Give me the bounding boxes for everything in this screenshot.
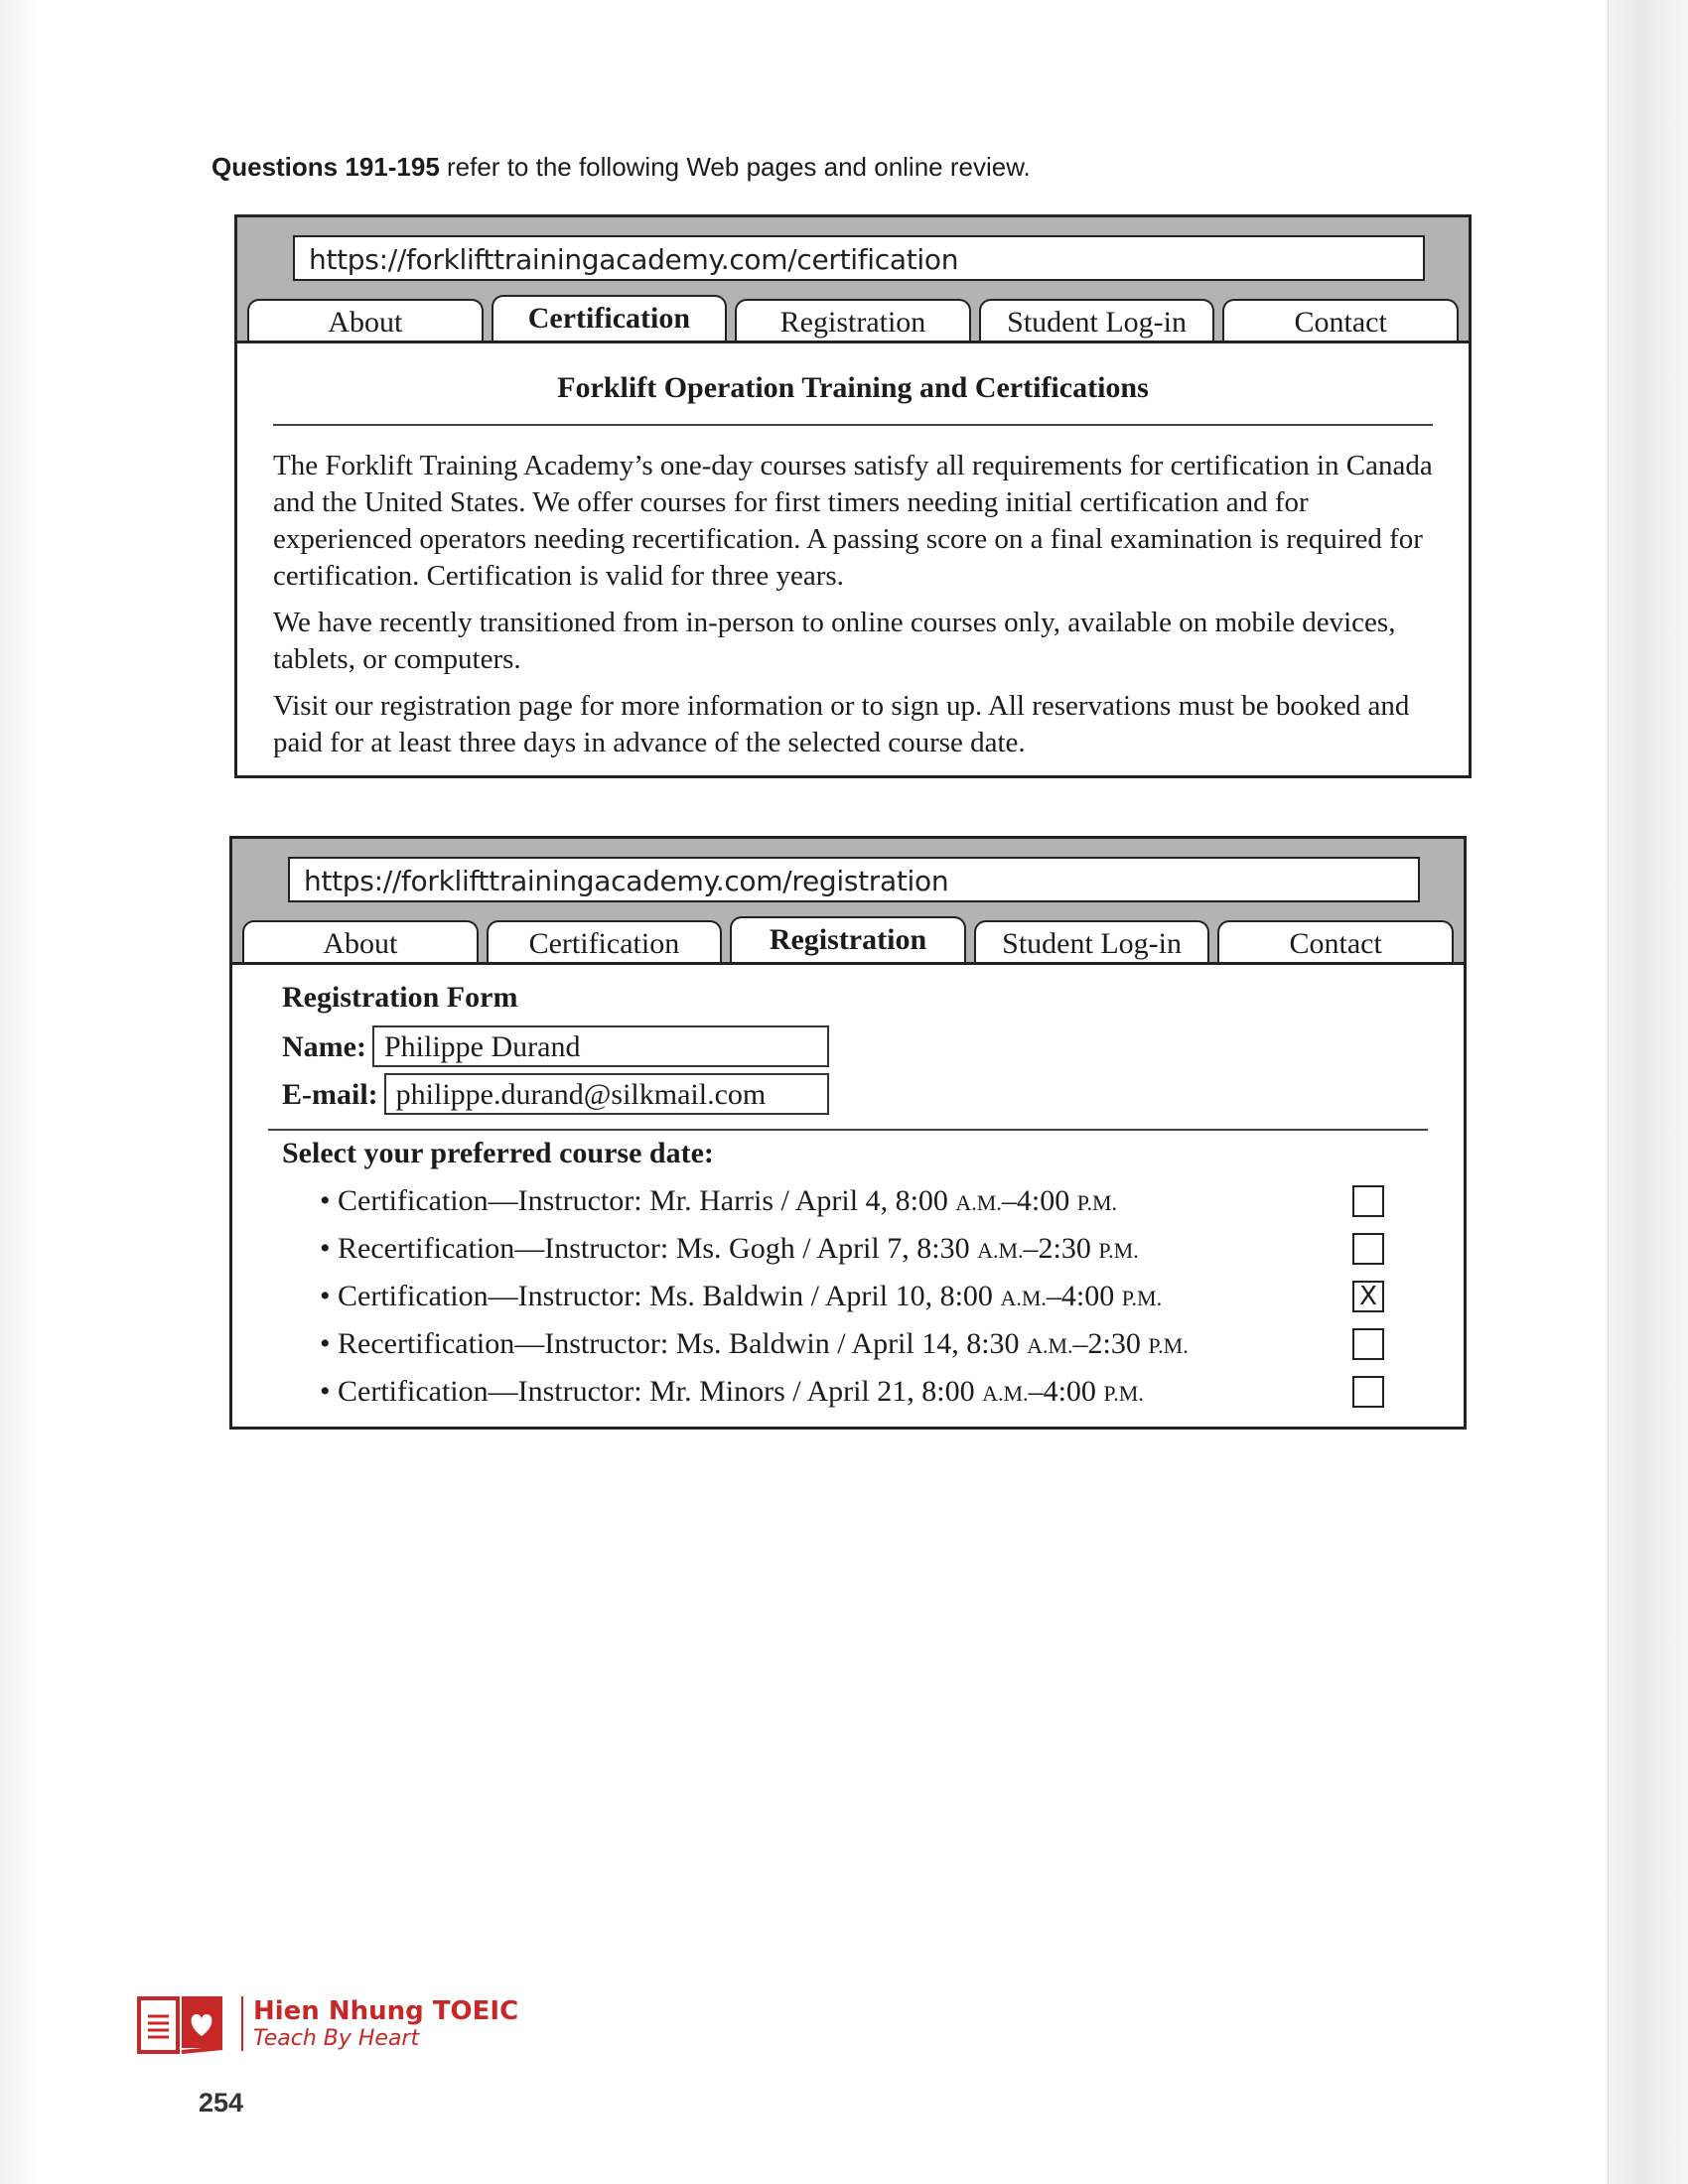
questions-intro xyxy=(211,152,1031,183)
course-start-suffix: A.M. xyxy=(1027,1332,1073,1358)
course-end-suffix: P.M. xyxy=(1121,1285,1163,1310)
page-edge-right xyxy=(1608,0,1688,2184)
name-field[interactable]: Philippe Durand xyxy=(372,1025,829,1067)
tab-student-login[interactable]: Student Log-in xyxy=(979,299,1215,341)
page-shadow-left xyxy=(0,0,40,2184)
page-number: 254 xyxy=(199,2088,244,2117)
name-label: Name: xyxy=(282,1029,366,1063)
brand-logo xyxy=(136,1990,518,2056)
divider xyxy=(273,424,1433,426)
select-course-title: Select your preferred course date: xyxy=(282,1137,714,1169)
tab-certification[interactable]: Certification xyxy=(492,295,728,341)
open-book-heart-icon xyxy=(136,1990,225,2056)
brand-tagline: Teach By Heart xyxy=(253,2025,420,2051)
tab-contact[interactable]: Contact xyxy=(1217,920,1454,962)
course-start-suffix: A.M. xyxy=(955,1189,1002,1215)
tab-student-login[interactable]: Student Log-in xyxy=(974,920,1210,962)
tab-certification[interactable]: Certification xyxy=(487,920,723,962)
course-option xyxy=(320,1225,1428,1273)
course-description: • Certification—Instructor: Ms. Baldwin / April 10, 8:00 xyxy=(320,1279,1001,1312)
paragraph-registration: Visit our registration page for more information or to sign up. All reservations must be booked and paid for at least three days in advance of the selected course date. xyxy=(273,690,1410,758)
course-end-time: –4:00 xyxy=(1001,1183,1077,1217)
tab-contact[interactable]: Contact xyxy=(1222,299,1459,341)
email-label: E-mail: xyxy=(282,1077,378,1111)
browser-chrome xyxy=(232,839,1464,965)
course-end-time: –4:00 xyxy=(1028,1374,1104,1408)
email-field[interactable]: philippe.durand@silkmail.com xyxy=(384,1073,829,1115)
tab-about[interactable]: About xyxy=(247,299,484,341)
course-checkbox[interactable] xyxy=(1352,1233,1384,1265)
tab-registration[interactable]: Registration xyxy=(735,299,971,341)
course-end-suffix: P.M. xyxy=(1148,1332,1189,1358)
course-end-time: –2:30 xyxy=(1072,1326,1149,1360)
course-start-suffix: A.M. xyxy=(977,1237,1024,1263)
course-end-suffix: P.M. xyxy=(1076,1189,1118,1215)
course-checkbox-selected[interactable]: X xyxy=(1352,1281,1384,1312)
course-option xyxy=(320,1177,1428,1225)
tab-registration[interactable]: Registration xyxy=(730,916,966,962)
course-end-suffix: P.M. xyxy=(1098,1237,1139,1263)
course-description: • Certification—Instructor: Mr. Minors / April 21, 8:00 xyxy=(320,1374,983,1408)
registration-webpage xyxy=(229,836,1467,1430)
questions-intro-text: refer to the following Web pages and online review. xyxy=(439,152,1031,182)
course-option xyxy=(320,1368,1428,1416)
registration-content xyxy=(232,965,1464,1433)
course-start-suffix: A.M. xyxy=(982,1380,1029,1406)
page-title: Forklift Operation Training and Certifications xyxy=(557,371,1149,404)
url-bar[interactable]: https://forklifttrainingacademy.com/certification xyxy=(293,235,1425,281)
email-row xyxy=(282,1073,1428,1115)
name-row xyxy=(282,1025,1428,1067)
paragraph-online: We have recently transitioned from in-person to online courses only, available on mobile devices, tablets, or computers. xyxy=(273,607,1396,675)
certification-webpage xyxy=(234,214,1472,778)
course-end-suffix: P.M. xyxy=(1103,1380,1144,1406)
nav-tabs xyxy=(247,297,1459,341)
course-option xyxy=(320,1273,1428,1320)
url-bar[interactable]: https://forklifttrainingacademy.com/registration xyxy=(288,857,1420,902)
questions-range: Questions 191-195 xyxy=(211,152,440,182)
course-start-suffix: A.M. xyxy=(1000,1285,1047,1310)
browser-chrome xyxy=(237,217,1469,343)
tab-about[interactable]: About xyxy=(242,920,479,962)
course-checkbox[interactable] xyxy=(1352,1328,1384,1360)
brand-name: Hien Nhung TOEIC xyxy=(253,1995,519,2026)
nav-tabs xyxy=(242,918,1454,962)
course-checkbox[interactable] xyxy=(1352,1185,1384,1217)
certification-content xyxy=(237,343,1469,789)
course-description: • Certification—Instructor: Mr. Harris / April 4, 8:00 xyxy=(320,1183,956,1217)
course-option xyxy=(320,1320,1428,1368)
form-title: Registration Form xyxy=(282,981,518,1014)
course-end-time: –2:30 xyxy=(1023,1231,1099,1265)
course-description: • Recertification—Instructor: Ms. Gogh / April 7, 8:30 xyxy=(320,1231,978,1265)
course-end-time: –4:00 xyxy=(1046,1279,1122,1312)
course-description: • Recertification—Instructor: Ms. Baldwin / April 14, 8:30 xyxy=(320,1326,1028,1360)
paragraph-requirements: The Forklift Training Academy’s one-day courses satisfy all requirements for certification in Canada and the United States. We offer courses for first timers needing initial certification and for experienced operators needing recertification. A passing score on a final examination is required for certification. Certification is valid for three years. xyxy=(273,450,1433,592)
divider xyxy=(268,1129,1428,1131)
course-checkbox[interactable] xyxy=(1352,1376,1384,1408)
